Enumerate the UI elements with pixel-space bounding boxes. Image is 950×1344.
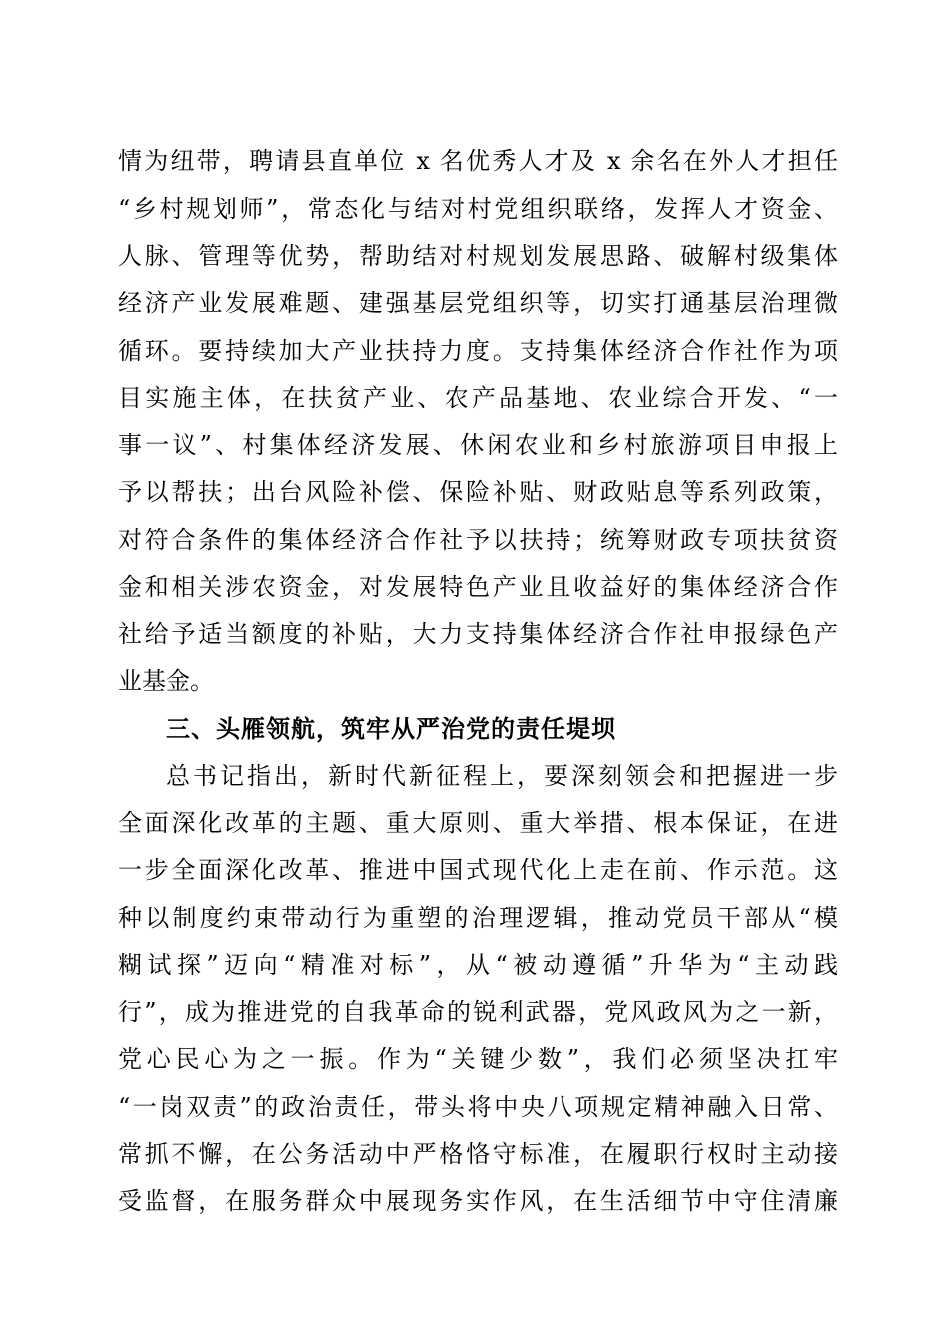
text-line: 社给予适当额度的补贴，大力支持集体经济合作社申报绿色产 — [118, 620, 838, 648]
text-line: 种以制度约束带动行为重塑的治理逻辑，推动党员干部从“模 — [118, 904, 838, 932]
text-line: 常抓不懈，在公务活动中严格恪守标准，在履职行权时主动接 — [118, 1140, 838, 1168]
text-line: 循环。要持续加大产业扶持力度。支持集体经济合作社作为项 — [118, 337, 838, 365]
text-line: 一步全面深化改革、推进中国式现代化上走在前、作示范。这 — [118, 856, 838, 884]
text-line: 金和相关涉农资金，对发展特色产业且收益好的集体经济合作 — [118, 573, 838, 601]
text-line: 事一议”、村集体经济发展、休闲农业和乡村旅游项目申报上 — [118, 431, 838, 459]
text-line: 目实施主体，在扶贫产业、农产品基地、农业综合开发、“一 — [118, 384, 838, 412]
text-line: “乡村规划师”，常态化与结对村党组织联络，发挥人才资金、 — [118, 195, 838, 223]
text-line: “一岗双责”的政治责任，带头将中央八项规定精神融入日常、 — [118, 1093, 838, 1121]
text-line: 对符合条件的集体经济合作社予以扶持；统筹财政专项扶贫资 — [118, 526, 838, 554]
text-line: 行”，成为推进党的自我革命的锐利武器，党风政风为之一新， — [118, 998, 838, 1026]
text-line: 经济产业发展难题、建强基层党组织等，切实打通基层治理微 — [118, 289, 838, 317]
text-line: 糊试探”迈向“精准对标”，从“被动遵循”升华为“主动践 — [118, 951, 838, 979]
text-line: 受监督，在服务群众中展现务实作风，在生活细节中守住清廉 — [118, 1187, 838, 1215]
text-line: 情为纽带，聘请县直单位 x 名优秀人才及 x 余名在外人才担任 — [118, 147, 838, 175]
text-line: 业基金。 — [118, 667, 214, 695]
section-heading: 三、头雁领航，筑牢从严治党的责任堤坝 — [166, 715, 616, 743]
text-line: 党心民心为之一振。作为“关键少数”，我们必须坚决扛牢 — [118, 1045, 838, 1073]
text-line: 全面深化改革的主题、重大原则、重大举措、根本保证，在进 — [118, 809, 838, 837]
text-line: 总书记指出，新时代新征程上，要深刻领会和把握进一步 — [166, 762, 838, 790]
text-line: 人脉、管理等优势，帮助结对村规划发展思路、破解村级集体 — [118, 242, 838, 270]
text-line: 予以帮扶；出台风险补偿、保险补贴、财政贴息等系列政策， — [118, 478, 838, 506]
